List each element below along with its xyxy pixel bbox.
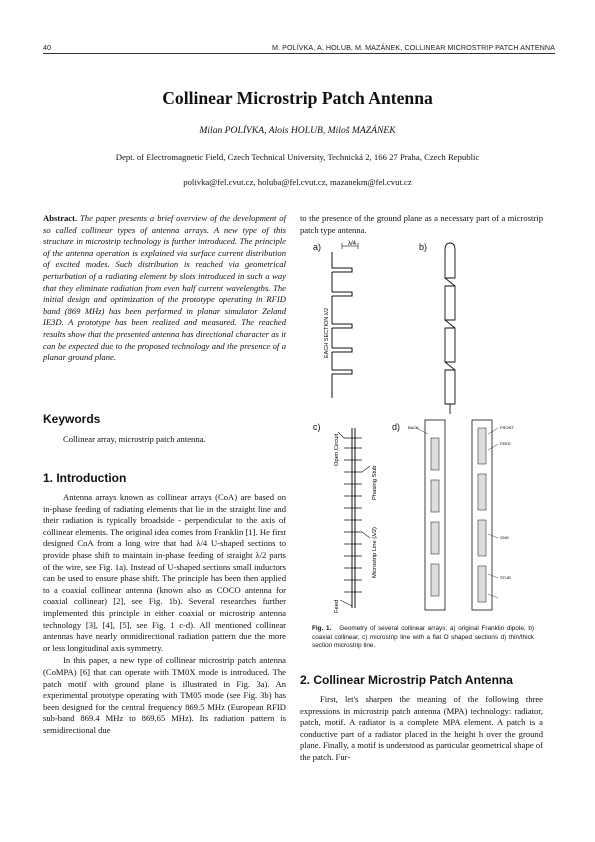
panel-label-c: c) [313, 422, 321, 432]
fig-a-side-label: EACH SECTION λ/2 [324, 307, 330, 358]
fig-c-label-microstrip-line: Microstrip Line (λ/2) [372, 527, 378, 578]
panel-label-a: a) [313, 242, 322, 252]
fig-d-label-front: FRONT [500, 425, 514, 430]
right-top-paragraph: to the presence of the ground plane as a necessary part of a microstrip patch type antenna. [300, 213, 543, 235]
section-2-heading: 2. Collinear Microstrip Patch Antenna [300, 673, 513, 687]
fig-c-microstrip-line [338, 428, 370, 608]
introduction-body [43, 492, 286, 736]
fig-d-label-back: BACK [408, 425, 419, 430]
fig-a-dim-label: λ/4 [347, 241, 357, 247]
right-column-top-text [300, 213, 543, 236]
panel-label-b: b) [419, 242, 428, 252]
fig-c-label-open-circuit: Open Circuit [334, 433, 340, 466]
fig-d-label-gnd: GND [500, 535, 509, 540]
abstract [43, 213, 286, 364]
fig-d-thin-thick-line [416, 420, 498, 610]
fig-b-coaxial-collinear [445, 243, 455, 414]
figure-1-caption [312, 625, 534, 651]
keywords-heading: Keywords [43, 412, 101, 426]
running-title: M. POLÍVKA, A. HOLUB, M. MAZÁNEK, COLLINEAR MICROSTRIP PATCH ANTENNA [272, 43, 555, 52]
header-rule [43, 53, 555, 54]
introduction-heading: 1. Introduction [43, 471, 127, 485]
keywords-block [43, 434, 286, 446]
figure-1 [300, 238, 543, 623]
intro-paragraph-2: In this paper, a new type of collinear microstrip patch antenna (CoMPA) [6] that can operate with TM0X mode is introduced. The patch motif with ground plane is illustrated in Fig. 3a). An experimental prototype operating with TM05 mode (see Fig. 3b) has been designed for the central frequency 869.5 MHz (European RFID sub-band 869.4 MHz to 869.65 MHz). Its radiation pattern is semidirectional due [43, 655, 286, 735]
paper-affiliation: Dept. of Electromagnetic Field, Czech Technical University, Technická 2, 166 27 Praha, Czech Republic [115, 152, 480, 162]
fig-d-label-feed: FEED [500, 441, 511, 446]
abstract-text: The paper presents a brief overview of the development of so called collinear types of antenna arrays. A new type of this structure in microstrip technology is further introduced. The principle of the antenna operation is explained via surface current distribution of excited modes. Such distribution is reached via geometrical perturbation of a radiating element by slots introduced in such a way that they eliminate radiation from even half current wavelengths. The initial design and optimization of the prototype operating in RFID band (869 MHz) has been performed in planar simulator Zeland IE3D. A prototype has been realized and measured. The reached results show that the presented antenna has directional character as it can be expected due to the proposed technology and the presence of a planar ground plane. [43, 213, 286, 363]
author-emails[interactable]: polivka@fel.cvut.cz, holuba@fel.cvut.cz, mazanekm@fel.cvut.cz [183, 177, 412, 187]
abstract-label: Abstract. [43, 213, 78, 223]
keywords-text: Collinear array, microstrip patch antenna. [63, 434, 206, 444]
fig-a-franklin-dipole [332, 243, 358, 398]
section-2-paragraph-1: First, let's sharpen the meaning of the following three expressions in microstrip patch antenna (MPA) technology: radiator, patch, motif. A radiator is a complete MPA element. A patch is a conductive part of a radiator placed in the height h over the ground plane. Finally, a motif is understood as particular geometrical shape of the patch. Fur- [300, 694, 543, 762]
figure-1-drawing [300, 238, 543, 623]
caption-label: Fig. 1. [312, 625, 332, 632]
page-number: 40 [43, 43, 51, 52]
section-2-body [300, 694, 543, 764]
caption-text: Geometry of several collinear arrays: a) original Franklin dipole, b) coaxial collinear, c) microstrip line with a flat O shaped sections d) thin/thick section microstrip line. [312, 625, 534, 650]
fig-d-label-stub: STUB [500, 575, 511, 580]
fig-c-label-phasing-stub: Phasing Stub [372, 465, 378, 500]
panel-label-d: d) [392, 422, 401, 432]
paper-title: Collinear Microstrip Patch Antenna [162, 88, 433, 108]
paper-authors: Milan POLÍVKA, Alois HOLUB, Miloš MAZÁNEK [199, 125, 396, 136]
intro-paragraph-1: Antenna arrays known as collinear arrays (CoA) are based on in-phase feeding of radiating elements that lie in the straight line and their radiation is typically broadside - perpendicular to the axis of collinear elements. The original idea comes from Franklin [1]. He first designed CoA from a long wire that had λ/4 U-shaped sections to provide phase shift to maintain in-phase feeding of straight λ/2 parts of the wire, see Fig. 1a). Instead of U-shaped sections small inductors can be used to ensure phase shift. The principle has been then applied to a coaxial collinear antenna (known also as COCO antenna for coaxial collinear) [2], see Fig. 1b). Several researches further implemented this principle in either coaxial or microstrip antenna technology [3], [4], [5], see Fig. 1 c-d). All mentioned collinear antennas have nearly omnidirectional radiation pattern due the more or less longitudinal axis symmetry. [43, 492, 286, 653]
fig-c-label-feed: Feed [334, 599, 340, 613]
